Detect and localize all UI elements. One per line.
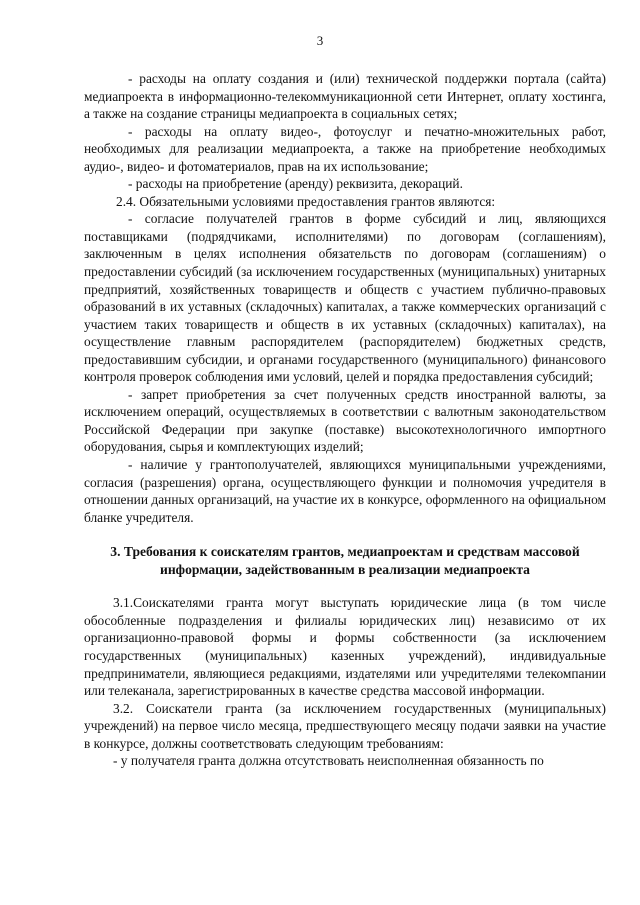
- paragraph-props-costs: - расходы на приобретение (аренду) реквизита, декораций.: [128, 176, 463, 192]
- paragraph-founder-consent: - наличие у грантополучателей, являющихся муниципальными учреждениями, согласия (разрешения) органа, осуществляющего функции и полномочия учредителя в отношении данных организаций, на участие их в конкурсе, оформленного на официальном бланке учредителя.: [84, 457, 606, 525]
- paragraph-3-2: 3.2. Соискатели гранта (за исключением государственных (муниципальных) учреждений) на первое число месяца, предшествующего месяцу подачи заявки на участие в конкурсе, должны соответствовать следующим требованиям:: [84, 700, 606, 751]
- paragraph-currency-ban: - запрет приобретения за счет полученных средств иностранной валюты, за исключением операций, осуществляемых в соответствии с валютным законодательством Российской Федерации при закупке (поставке) высокотехнологичного импортного оборудования, сырья и комплектующих изделий;: [84, 386, 606, 455]
- paragraph-2-4: 2.4. Обязательными условиями предоставления грантов являются:: [116, 193, 496, 209]
- paragraph-portal-costs: - расходы на оплату создания и (или) технической поддержки портала (сайта) медиапроекта в информационно-телекоммуникационной сети Интернет, оплату хостинга, а также на создание страницы медиапроекта в социальных сетях;: [84, 71, 606, 122]
- paragraph-video-photo-costs: - расходы на оплату видео-, фотоуслуг и печатно-множительных работ, необходимых для реализации медиапроекта, а также на приобретение необходимых аудио-, видео- и фотоматериалов, прав на их использование;: [84, 123, 606, 174]
- document-body: [84, 70, 606, 770]
- paragraph-consent-control: - согласие получателей грантов в форме субсидий и лиц, являющихся поставщиками (подрядчиками, исполнителями) по договорам (соглашениям), заключенным в целях исполнения обязательств по договорам (соглашениям) о предоставлении субсидий (за исключением государственных (муниципальных) унитарных предприятий, хозяйственных товариществ и обществ с участием публично-правовых образований в их уставных (складочных) капиталах, а также коммерческих организаций с участием таких товариществ и обществ в их уставных (складочных) капиталах), на осуществление главным распорядителем (распорядителем) бюджетных средств, предоставившим субсидии, и органами государственного (муниципального) финансового контроля проверок соблюдения ими условий, целей и порядка предоставления субсидий;: [84, 211, 606, 385]
- section-3-heading: 3. Требования к соискателям грантов, медиапроектам и средствам массовой информации, задействованным в реализации медиапроекта: [110, 544, 580, 577]
- paragraph-3-1: 3.1.Соискателями гранта могут выступать юридические лица (в том числе обособленные подразделения и филиалы юридических лиц) независимо от их организационно-правовой формы и формы собственности (за исключением государственных (муниципальных) казенных учреждений), индивидуальные предприниматели, являющиеся редакциями, издателями или учредителями телекомпании или телеканала, зарегистрированных в качестве средства массовой информации.: [84, 595, 606, 699]
- page-number: 3: [316, 33, 324, 48]
- paragraph-requirement-debt: - у получателя гранта должна отсутствовать неисполненная обязанность по: [113, 753, 544, 769]
